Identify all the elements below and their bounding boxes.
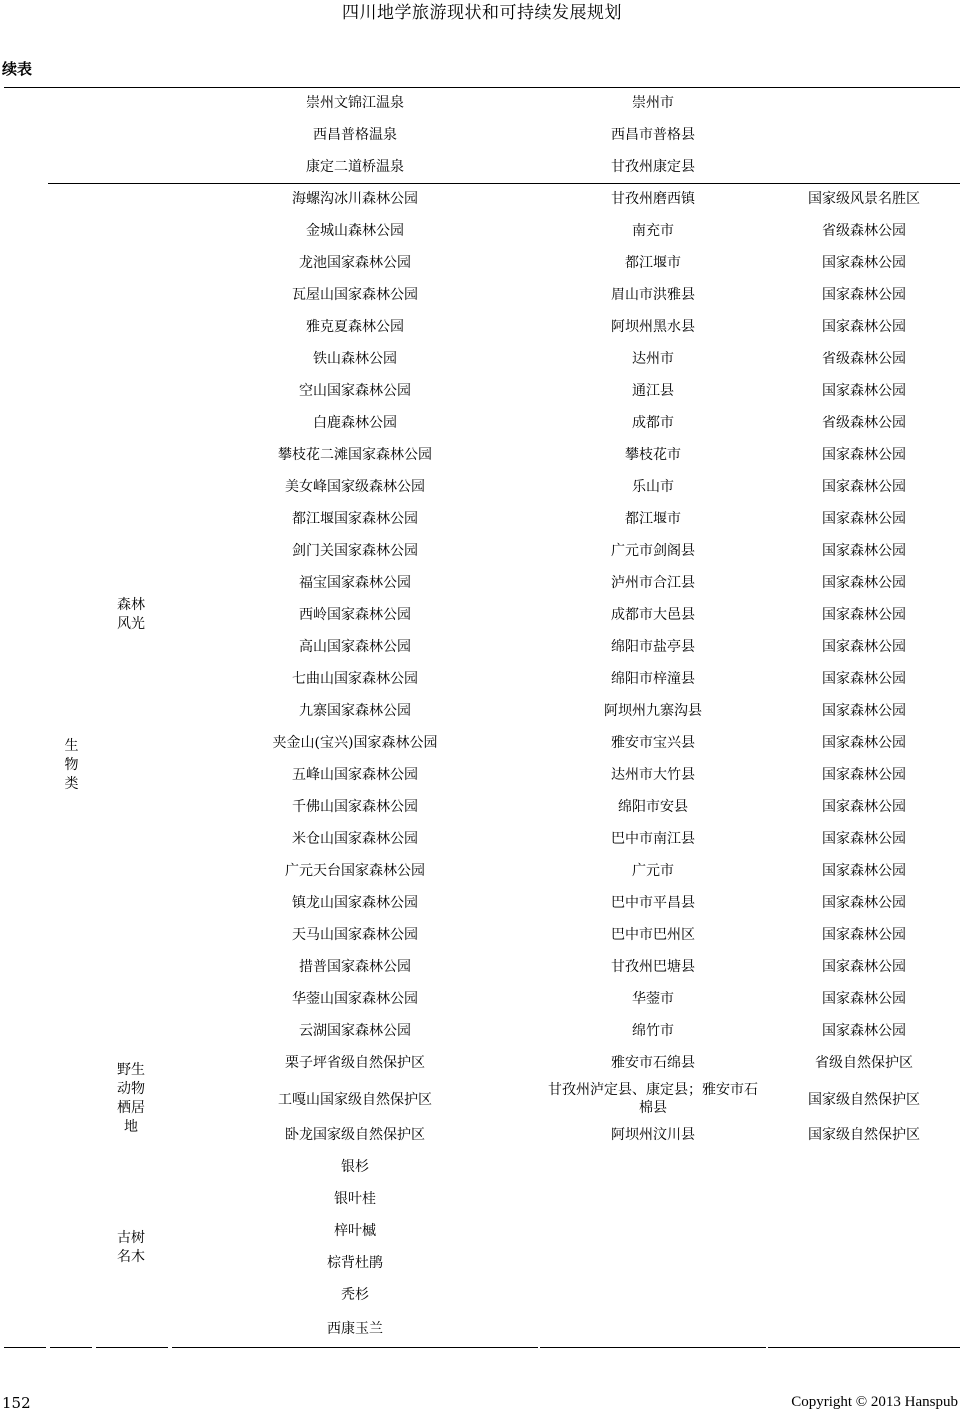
table-cell-location: 成都市 bbox=[632, 415, 674, 431]
table-cell-site-name: 银叶桂 bbox=[334, 1191, 376, 1207]
table-cell-location: 华蓥市 bbox=[632, 991, 674, 1007]
table-cell-location: 乐山市 bbox=[632, 479, 674, 495]
table-cell-location: 绵竹市 bbox=[632, 1023, 674, 1039]
table-cell-site-name: 都江堰国家森林公园 bbox=[292, 511, 418, 527]
table-cell-level: 国家森林公园 bbox=[822, 767, 906, 783]
table-cell-location: 通江县 bbox=[632, 383, 674, 399]
table-bottom-rule-seg2 bbox=[50, 1347, 92, 1348]
table-cell-site-name: 崇州文锦江温泉 bbox=[306, 95, 404, 111]
table-cell-location: 达州市 bbox=[632, 351, 674, 367]
table-cell-site-name: 华蓥山国家森林公园 bbox=[292, 991, 418, 1007]
table-cell-level: 国家森林公园 bbox=[822, 607, 906, 623]
table-cell-location: 绵阳市安县 bbox=[618, 799, 688, 815]
table-cell-level: 国家级风景名胜区 bbox=[808, 191, 920, 207]
section-divider-rule bbox=[48, 183, 960, 184]
table-cell-level: 国家森林公园 bbox=[822, 1023, 906, 1039]
table-cell-level: 国家森林公园 bbox=[822, 447, 906, 463]
table-cell-location: 巴中市平昌县 bbox=[611, 895, 695, 911]
table-cell-location: 南充市 bbox=[632, 223, 674, 239]
table-cell-location: 甘孜州磨西镇 bbox=[611, 191, 695, 207]
table-cell-level: 国家森林公园 bbox=[822, 543, 906, 559]
table-cell-site-name: 云湖国家森林公园 bbox=[299, 1023, 411, 1039]
page-header-title: 四川地学旅游现状和可持续发展规划 bbox=[342, 3, 622, 23]
table-cell-location: 甘孜州康定县 bbox=[611, 159, 695, 175]
table-cell-location: 成都市大邑县 bbox=[611, 607, 695, 623]
table-cell-level: 国家森林公园 bbox=[822, 863, 906, 879]
table-cell-site-name: 攀枝花二滩国家森林公园 bbox=[278, 447, 432, 463]
table-cell-location: 崇州市 bbox=[632, 95, 674, 111]
table-cell-site-name: 西昌普格温泉 bbox=[313, 127, 397, 143]
table-cell-level: 国家森林公园 bbox=[822, 319, 906, 335]
table-cell-site-name: 铁山森林公园 bbox=[313, 351, 397, 367]
table-cell-site-name: 九寨国家森林公园 bbox=[299, 703, 411, 719]
table-cell-site-name: 秃杉 bbox=[341, 1287, 369, 1303]
table-bottom-rule-seg6 bbox=[768, 1347, 960, 1348]
table-cell-level: 国家森林公园 bbox=[822, 287, 906, 303]
table-cell-location: 绵阳市梓潼县 bbox=[611, 671, 695, 687]
table-cell-location: 眉山市洪雅县 bbox=[611, 287, 695, 303]
table-cell-site-name: 工嘎山国家级自然保护区 bbox=[278, 1092, 432, 1108]
table-cell-level: 国家森林公园 bbox=[822, 703, 906, 719]
subcategory-trees: 古树名木 bbox=[117, 1230, 145, 1265]
table-cell-location: 阿坝州九寨沟县 bbox=[604, 703, 702, 719]
table-cell-site-name: 金城山森林公园 bbox=[306, 223, 404, 239]
table-cell-location: 泸州市合江县 bbox=[611, 575, 695, 591]
table-cell-location: 攀枝花市 bbox=[625, 447, 681, 463]
table-cell-level: 国家森林公园 bbox=[822, 831, 906, 847]
table-cell-site-name: 卧龙国家级自然保护区 bbox=[285, 1127, 425, 1143]
table-cell-level: 国家森林公园 bbox=[822, 383, 906, 399]
table-cell-site-name: 空山国家森林公园 bbox=[299, 383, 411, 399]
table-cell-location: 阿坝州黑水县 bbox=[611, 319, 695, 335]
table-cell-site-name: 西岭国家森林公园 bbox=[299, 607, 411, 623]
table-cell-level: 省级自然保护区 bbox=[815, 1055, 913, 1071]
table-cell-location: 阿坝州汶川县 bbox=[611, 1127, 695, 1143]
table-top-rule bbox=[4, 87, 960, 88]
table-cell-level: 国家森林公园 bbox=[822, 895, 906, 911]
table-cell-location: 达州市大竹县 bbox=[611, 767, 695, 783]
table-cell-level: 国家森林公园 bbox=[822, 575, 906, 591]
table-cell-site-name: 措普国家森林公园 bbox=[299, 959, 411, 975]
table-cell-location: 西昌市普格县 bbox=[611, 127, 695, 143]
table-cell-location: 都江堰市 bbox=[625, 255, 681, 271]
table-bottom-rule-seg5 bbox=[540, 1347, 766, 1348]
table-cell-site-name: 白鹿森林公园 bbox=[313, 415, 397, 431]
table-cell-site-name: 海螺沟冰川森林公园 bbox=[292, 191, 418, 207]
table-cell-site-name: 瓦屋山国家森林公园 bbox=[292, 287, 418, 303]
table-cell-site-name: 七曲山国家森林公园 bbox=[292, 671, 418, 687]
table-cell-site-name: 梓叶槭 bbox=[334, 1223, 376, 1239]
table-cell-location: 雅安市石绵县 bbox=[611, 1055, 695, 1071]
copyright-notice: Copyright © 2013 Hanspub bbox=[791, 1394, 958, 1410]
table-cell-site-name: 夹金山(宝兴)国家森林公园 bbox=[272, 735, 438, 751]
table-cell-site-name: 高山国家森林公园 bbox=[299, 639, 411, 655]
table-cell-site-name: 剑门关国家森林公园 bbox=[292, 543, 418, 559]
table-cell-location: 巴中市巴州区 bbox=[611, 927, 695, 943]
table-cell-location: 都江堰市 bbox=[625, 511, 681, 527]
table-bottom-rule-seg1 bbox=[4, 1347, 46, 1348]
table-cell-level: 国家森林公园 bbox=[822, 671, 906, 687]
table-cell-level: 国家级自然保护区 bbox=[808, 1092, 920, 1108]
table-cell-location: 绵阳市盐亭县 bbox=[611, 639, 695, 655]
table-cell-location: 广元市剑阁县 bbox=[611, 543, 695, 559]
table-cell-location: 甘孜州巴塘县 bbox=[611, 959, 695, 975]
table-cell-site-name: 棕背杜鹃 bbox=[327, 1255, 383, 1271]
table-cell-site-name: 镇龙山国家森林公园 bbox=[292, 895, 418, 911]
table-cell-level: 省级森林公园 bbox=[822, 223, 906, 239]
table-bottom-rule-seg3 bbox=[96, 1347, 168, 1348]
table-cell-site-name: 银杉 bbox=[341, 1159, 369, 1175]
subcategory-wildlife: 野生动物栖居地 bbox=[117, 1062, 145, 1135]
category-label: 生物类 bbox=[64, 738, 79, 792]
table-cell-location: 甘孜州泸定县、康定县；雅安市石棉县 bbox=[548, 1082, 758, 1116]
table-cell-site-name: 福宝国家森林公园 bbox=[299, 575, 411, 591]
table-cell-site-name: 雅克夏森林公园 bbox=[306, 319, 404, 335]
table-cell-level: 国家森林公园 bbox=[822, 735, 906, 751]
table-cell-level: 国家森林公园 bbox=[822, 511, 906, 527]
table-cell-level: 国家森林公园 bbox=[822, 255, 906, 271]
table-cell-level: 省级森林公园 bbox=[822, 415, 906, 431]
table-cell-site-name: 龙池国家森林公园 bbox=[299, 255, 411, 271]
table-cell-site-name: 五峰山国家森林公园 bbox=[292, 767, 418, 783]
table-cell-location: 巴中市南江县 bbox=[611, 831, 695, 847]
table-cell-level: 国家森林公园 bbox=[822, 479, 906, 495]
page-number: 152 bbox=[2, 1394, 31, 1412]
table-cell-site-name: 康定二道桥温泉 bbox=[306, 159, 404, 175]
table-cell-site-name: 西康玉兰 bbox=[327, 1321, 383, 1337]
table-cell-level: 国家森林公园 bbox=[822, 959, 906, 975]
table-cell-level: 国家森林公园 bbox=[822, 927, 906, 943]
table-continued-label: 续表 bbox=[2, 60, 33, 78]
table-cell-location: 广元市 bbox=[632, 863, 674, 879]
table-cell-location: 雅安市宝兴县 bbox=[611, 735, 695, 751]
table-cell-site-name: 广元天台国家森林公园 bbox=[285, 863, 425, 879]
table-cell-level: 省级森林公园 bbox=[822, 351, 906, 367]
table-bottom-rule-seg4 bbox=[172, 1347, 538, 1348]
table-cell-site-name: 米仓山国家森林公园 bbox=[292, 831, 418, 847]
table-cell-level: 国家森林公园 bbox=[822, 991, 906, 1007]
table-cell-level: 国家森林公园 bbox=[822, 799, 906, 815]
table-cell-level: 国家级自然保护区 bbox=[808, 1127, 920, 1143]
table-cell-site-name: 栗子坪省级自然保护区 bbox=[285, 1055, 425, 1071]
table-cell-site-name: 美女峰国家级森林公园 bbox=[285, 479, 425, 495]
subcategory-forest: 森林风光 bbox=[117, 597, 145, 632]
table-cell-site-name: 千佛山国家森林公园 bbox=[292, 799, 418, 815]
table-cell-level: 国家森林公园 bbox=[822, 639, 906, 655]
table-cell-site-name: 天马山国家森林公园 bbox=[292, 927, 418, 943]
